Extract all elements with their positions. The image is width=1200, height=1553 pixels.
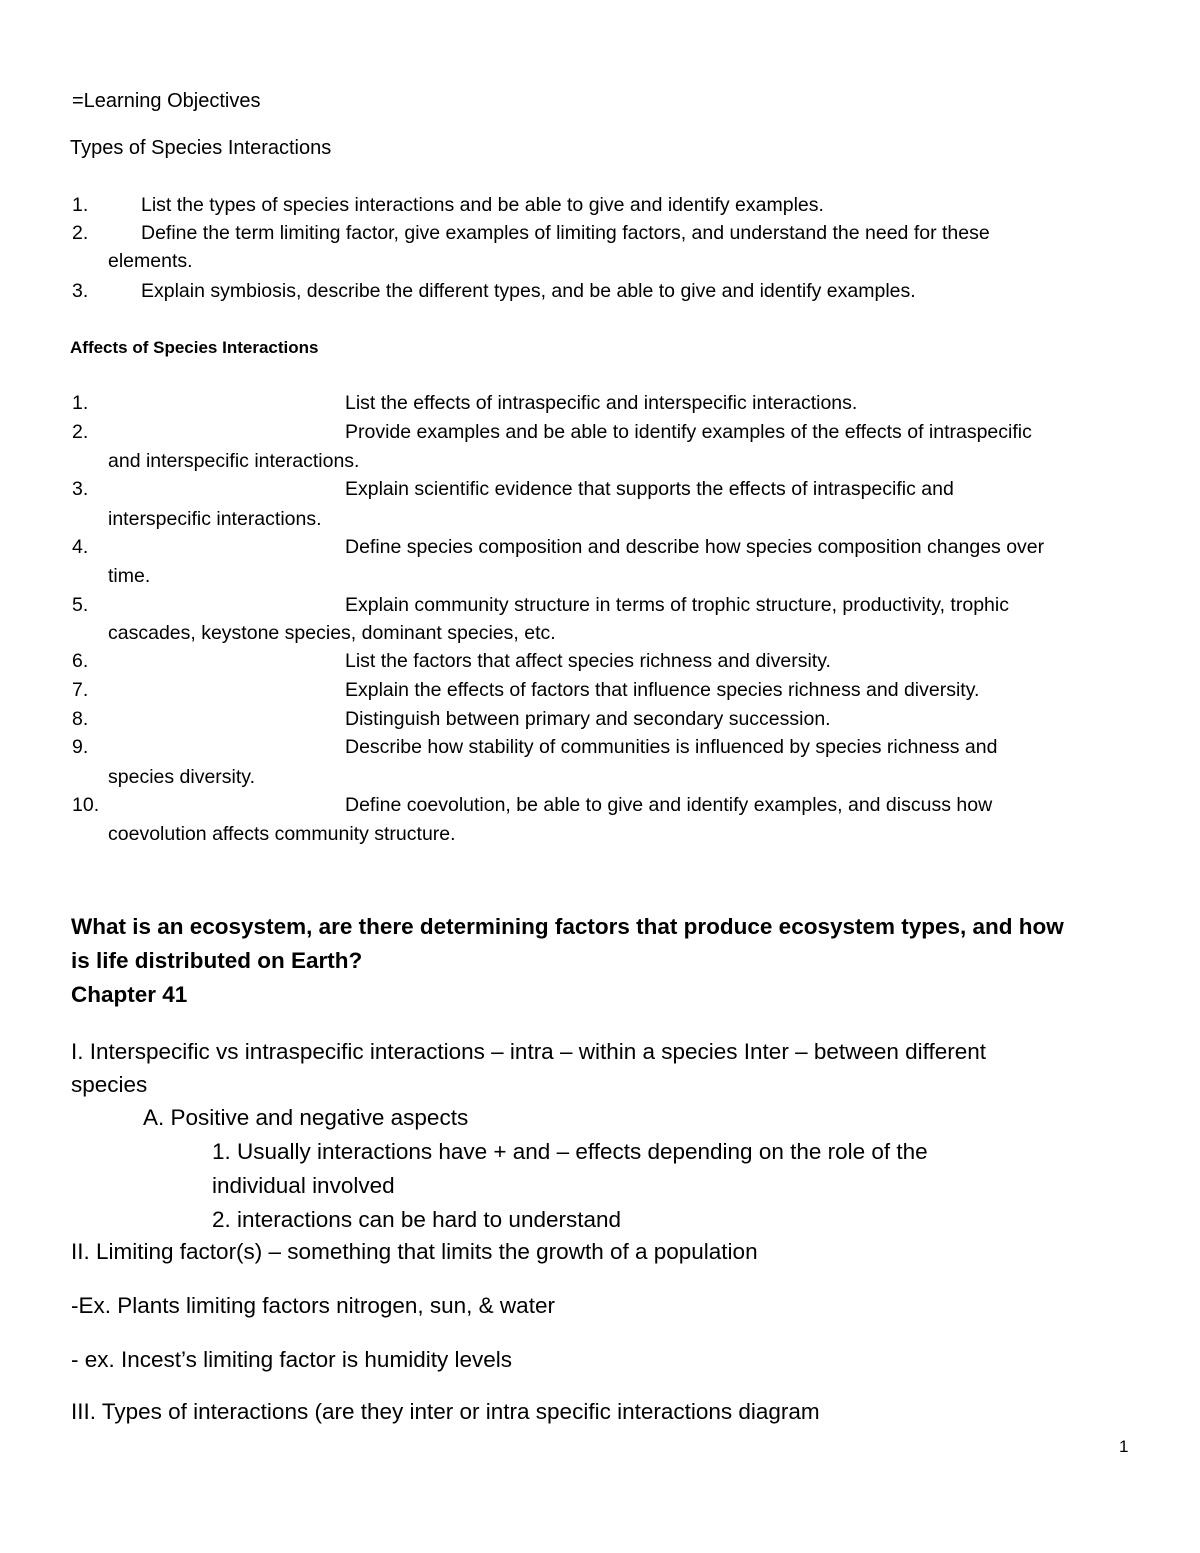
list-number: 2. xyxy=(72,222,89,244)
list-number: 3. xyxy=(72,478,89,500)
note-i-line2: species xyxy=(71,1072,148,1097)
note-iii: III. Types of interactions (are they inter or intra specific interactions diagram xyxy=(71,1399,820,1424)
list-item-text: List the types of species interactions and be able to give and identify examples. xyxy=(141,194,824,216)
list-number: 1. xyxy=(72,194,89,216)
list-item-text: Explain community structure in terms of trophic structure, productivity, trophic xyxy=(345,594,1009,616)
question-heading-line2: is life distributed on Earth? xyxy=(71,948,363,973)
list-number: 6. xyxy=(72,650,89,672)
note-i-line1: I. Interspecific vs intraspecific interactions – intra – within a species Inter – between different xyxy=(71,1039,987,1064)
list-item-text: Explain the effects of factors that influence species richness and diversity. xyxy=(345,679,980,701)
note-ii: II. Limiting factor(s) – something that limits the growth of a population xyxy=(71,1239,758,1264)
list-item-continuation: elements. xyxy=(108,250,193,272)
note-a2: 2. interactions can be hard to understand xyxy=(212,1207,622,1232)
list-number: 9. xyxy=(72,736,89,758)
list-item-text: Describe how stability of communities is influenced by species richness and xyxy=(345,736,998,758)
list-number: 3. xyxy=(72,280,89,302)
list-item-text: Define the term limiting factor, give examples of limiting factors, and understand the need for these xyxy=(141,222,990,244)
list-item-text: Explain scientific evidence that supports the effects of intraspecific and xyxy=(345,478,954,500)
chapter-heading: Chapter 41 xyxy=(71,982,188,1007)
list-item-continuation: interspecific interactions. xyxy=(108,508,322,530)
list-item-text: List the factors that affect species richness and diversity. xyxy=(345,650,831,672)
question-heading-line1: What is an ecosystem, are there determining factors that produce ecosystem types, and how xyxy=(71,914,1064,939)
list-item-continuation: cascades, keystone species, dominant species, etc. xyxy=(108,622,556,644)
list-number: 8. xyxy=(72,708,89,730)
list-item-continuation: coevolution affects community structure. xyxy=(108,823,456,845)
list-number: 10. xyxy=(72,794,100,816)
list-item-continuation: time. xyxy=(108,565,151,587)
note-example-plants: -Ex. Plants limiting factors nitrogen, sun, & water xyxy=(71,1293,555,1318)
note-a1-line2: individual involved xyxy=(212,1173,395,1198)
list-number: 4. xyxy=(72,536,89,558)
list-number: 5. xyxy=(72,594,89,616)
list-item-text: Provide examples and be able to identify examples of the effects of intraspecific xyxy=(345,421,1032,443)
list-number: 1. xyxy=(72,392,89,414)
list-item-text: Distinguish between primary and secondary succession. xyxy=(345,708,831,730)
section-title-affects: Affects of Species Interactions xyxy=(70,338,319,357)
list-number: 2. xyxy=(72,421,89,443)
note-a1-line1: 1. Usually interactions have + and – effects depending on the role of the xyxy=(212,1139,928,1164)
note-example-insects: - ex. Incest’s limiting factor is humidity levels xyxy=(71,1347,512,1372)
list-item-text: Explain symbiosis, describe the different types, and be able to give and identify examples. xyxy=(141,280,916,302)
section-title-types: Types of Species Interactions xyxy=(70,137,332,159)
list-number: 7. xyxy=(72,679,89,701)
page-number: 1 xyxy=(1119,1437,1129,1456)
list-item-continuation: species diversity. xyxy=(108,766,256,788)
list-item-text: Define species composition and describe how species composition changes over xyxy=(345,536,1045,558)
list-item-text: Define coevolution, be able to give and identify examples, and discuss how xyxy=(345,794,993,816)
note-a: A. Positive and negative aspects xyxy=(143,1105,469,1130)
list-item-continuation: and interspecific interactions. xyxy=(108,450,360,472)
list-item-text: List the effects of intraspecific and interspecific interactions. xyxy=(345,392,858,414)
document-heading: =Learning Objectives xyxy=(72,90,261,112)
